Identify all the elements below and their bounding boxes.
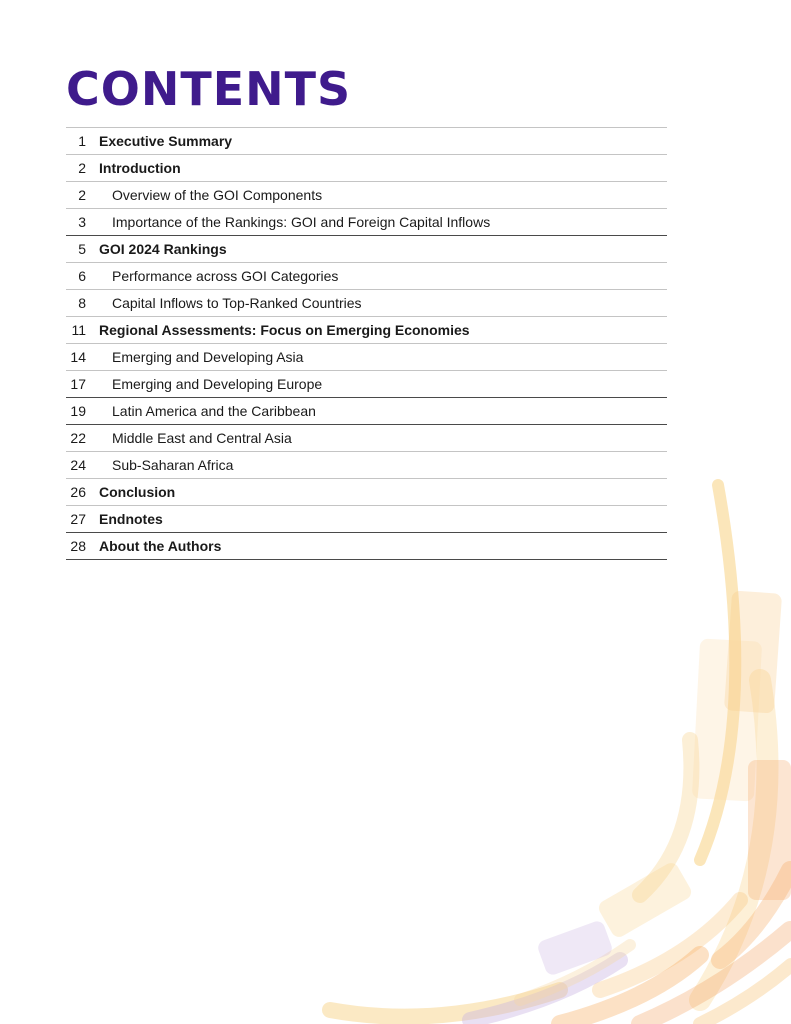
toc-page-number: 6 (78, 268, 86, 284)
toc-page-number: 2 (78, 187, 86, 203)
toc-entry-label: Emerging and Developing Europe (112, 376, 323, 392)
toc-page-number: 5 (78, 241, 86, 257)
toc-entry-label: Middle East and Central Asia (112, 430, 292, 446)
toc-page-number: 8 (78, 295, 86, 311)
table-of-contents (66, 127, 667, 560)
page-title: CONTENTS (66, 62, 352, 116)
toc-entry[interactable] (66, 425, 667, 452)
toc-page-number: 22 (70, 430, 86, 446)
toc-entry-label: Endnotes (99, 511, 163, 527)
toc-page-number: 1 (78, 133, 86, 149)
toc-entry[interactable] (66, 128, 667, 155)
toc-entry-label: Emerging and Developing Asia (112, 349, 304, 365)
toc-entry[interactable] (66, 317, 667, 344)
toc-entry[interactable] (66, 398, 667, 425)
toc-page-number: 14 (70, 349, 86, 365)
toc-page-number: 17 (70, 376, 86, 392)
toc-entry[interactable] (66, 452, 667, 479)
toc-entry-label: Executive Summary (99, 133, 233, 149)
toc-entry[interactable] (66, 236, 667, 263)
toc-page-number: 24 (70, 457, 86, 473)
toc-entry-label: Overview of the GOI Components (112, 187, 323, 203)
toc-entry[interactable] (66, 344, 667, 371)
toc-entry[interactable] (66, 182, 667, 209)
toc-entry[interactable] (66, 209, 667, 236)
toc-entry[interactable] (66, 371, 667, 398)
toc-entry-label: Introduction (99, 160, 181, 176)
toc-entry-label: Importance of the Rankings: GOI and Foreign Capital Inflows (112, 214, 491, 230)
toc-entry-label: GOI 2024 Rankings (99, 241, 227, 257)
toc-page-number: 11 (71, 322, 86, 338)
toc-page-number: 26 (70, 484, 86, 500)
toc-page-number: 2 (78, 160, 86, 176)
toc-page-number: 3 (78, 214, 86, 230)
toc-entry-label: Regional Assessments: Focus on Emerging Economies (99, 322, 470, 338)
toc-entry-label: Performance across GOI Categories (112, 268, 339, 284)
toc-entry[interactable] (66, 479, 667, 506)
toc-entry-label: Conclusion (99, 484, 176, 500)
toc-entry[interactable] (66, 263, 667, 290)
toc-entry[interactable] (66, 506, 667, 533)
toc-entry-label: About the Authors (99, 538, 222, 554)
toc-entry-label: Sub-Saharan Africa (112, 457, 234, 473)
toc-entry[interactable] (66, 533, 667, 560)
toc-entry[interactable] (66, 155, 667, 182)
toc-entry[interactable] (66, 290, 667, 317)
toc-page-number: 27 (70, 511, 86, 527)
toc-entry-label: Capital Inflows to Top-Ranked Countries (112, 295, 362, 311)
toc-entry-label: Latin America and the Caribbean (112, 403, 316, 419)
toc-page-number: 28 (70, 538, 86, 554)
toc-page-number: 19 (70, 403, 86, 419)
